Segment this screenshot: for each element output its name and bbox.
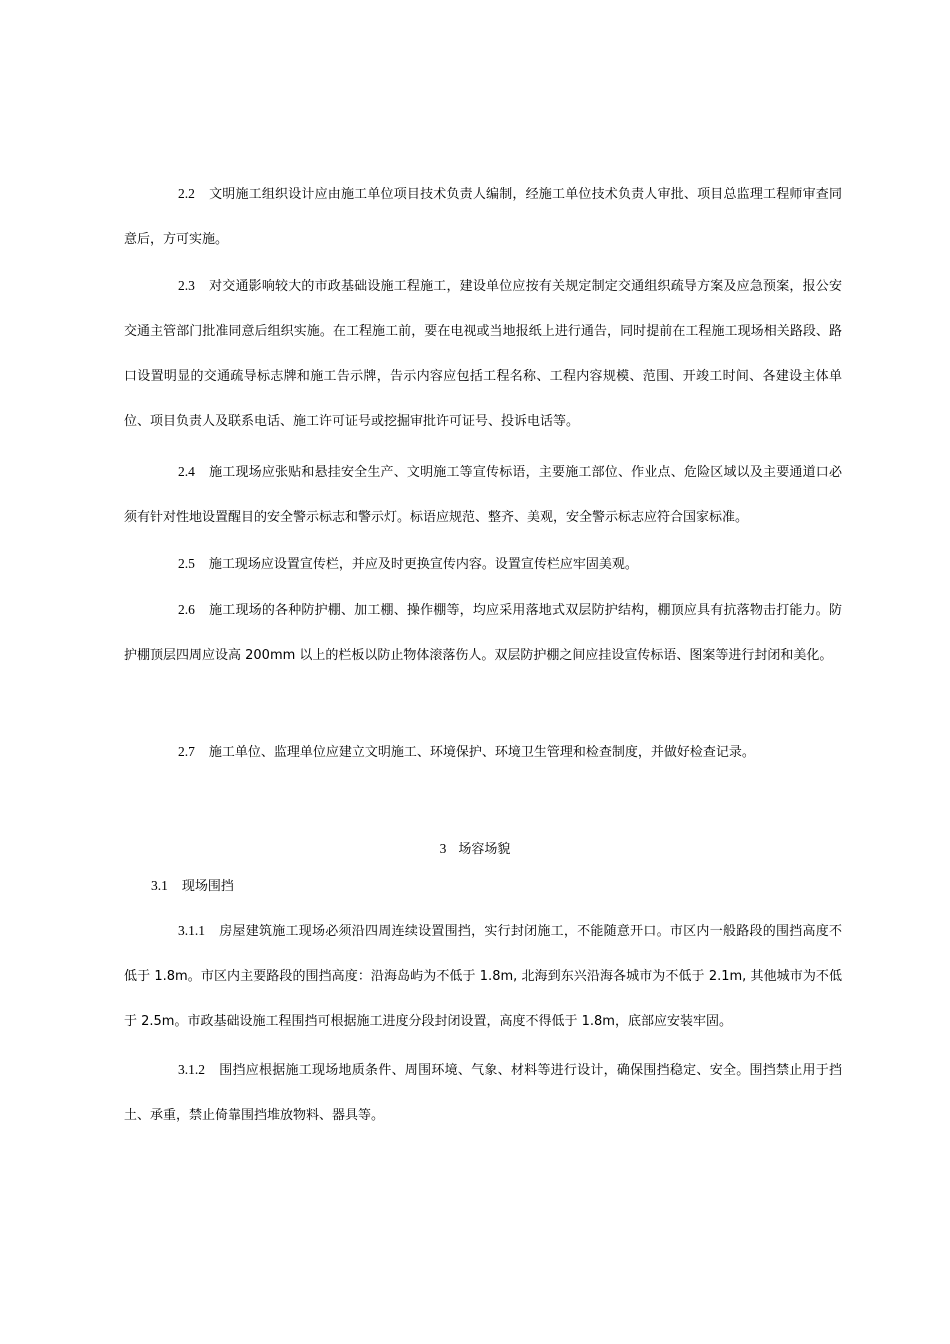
section-number: 3 (439, 841, 447, 856)
clause-number: 2.4 (178, 464, 195, 479)
clause-number: 2.7 (178, 744, 195, 759)
paragraph-2-2 (124, 171, 842, 262)
clause-text: 房屋建筑施工现场必须沿四周连续设置围挡，实行封闭施工，不能随意开口。市区内一般路段的围挡高度不低于 1.8m。市区内主要路段的围挡高度：沿海岛屿为不低于 1.8m, 北海到东兴沿海各城市为不低于 2.1m, 其他城市为不低于 2.5m。市政基础设施工程围挡可根据施工进度分段封闭设置，高度不得低于 1.8m，底部应安装牢固。 (124, 924, 842, 1029)
paragraph-3-1-2 (124, 1047, 842, 1138)
section-title: 场容场貌 (458, 842, 511, 857)
clause-text: 施工现场应张贴和悬挂安全生产、文明施工等宣传标语，主要施工部位、作业点、危险区域以及主要通道口必须有针对性地设置醒目的安全警示标志和警示灯。标语应规范、整齐、美观，安全警示标志应符合国家标准。 (124, 465, 842, 525)
paragraph-2-7 (124, 729, 842, 775)
clause-number: 3.1.2 (178, 1062, 205, 1077)
subsection-heading-3-1 (151, 876, 234, 897)
clause-text: 对交通影响较大的市政基础设施工程施工，建设单位应按有关规定制定交通组织疏导方案及应急预案，报公安交通主管部门批准同意后组织实施。在工程施工前，要在电视或当地报纸上进行通告，同时提前在工程施工现场相关路段、路口设置明显的交通疏导标志牌和施工告示牌，告示内容应包括工程名称、工程内容规模、范围、开竣工时间、各建设主体单位、项目负责人及联系电话、施工许可证号或挖掘审批许可证号、投诉电话等。 (124, 279, 842, 429)
clause-text: 施工单位、监理单位应建立文明施工、环境保护、环境卫生管理和检查制度，并做好检查记录。 (208, 745, 755, 760)
subsection-number: 3.1 (151, 878, 168, 893)
paragraph-2-6 (124, 587, 842, 678)
paragraph-3-1-1 (124, 908, 842, 1044)
clause-text: 围挡应根据施工现场地质条件、周围环境、气象、材料等进行设计，确保围挡稳定、安全。围挡禁止用于挡土、承重，禁止倚靠围挡堆放物料、器具等。 (124, 1063, 842, 1123)
clause-text: 施工现场应设置宣传栏，并应及时更换宣传内容。设置宣传栏应牢固美观。 (208, 557, 638, 572)
clause-number: 2.2 (178, 186, 195, 201)
clause-number: 3.1.1 (178, 923, 205, 938)
clause-number: 2.5 (178, 556, 195, 571)
clause-number: 2.6 (178, 602, 195, 617)
clause-text: 施工现场的各种防护棚、加工棚、操作棚等，均应采用落地式双层防护结构，棚顶应具有抗落物击打能力。防护棚顶层四周应设高 200mm 以上的栏板以防止物体滚落伤人。双层防护棚之间应挂设宣传标语、图案等进行封闭和美化。 (124, 603, 842, 663)
section-heading-3 (0, 839, 950, 860)
paragraph-2-5 (124, 541, 842, 587)
paragraph-2-4 (124, 449, 842, 540)
clause-number: 2.3 (178, 278, 195, 293)
paragraph-2-3 (124, 263, 842, 444)
subsection-title: 现场围挡 (181, 879, 234, 894)
clause-text: 文明施工组织设计应由施工单位项目技术负责人编制，经施工单位技术负责人审批、项目总监理工程师审查同意后，方可实施。 (124, 187, 842, 247)
